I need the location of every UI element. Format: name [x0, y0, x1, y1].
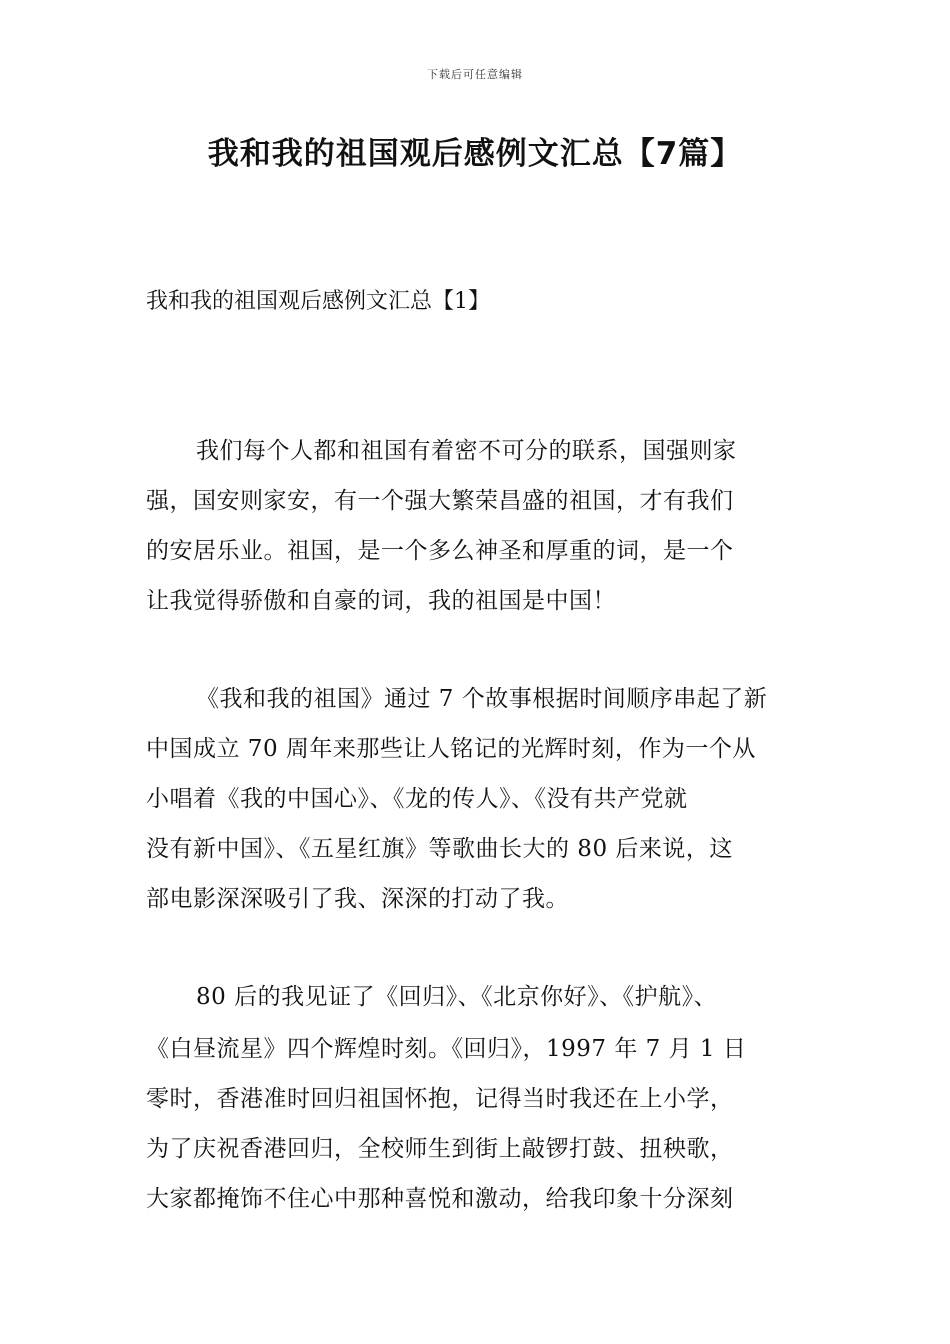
paragraph-1-line-4: 让我觉得骄傲和自豪的词，我的祖国是中国！: [146, 588, 616, 614]
paragraph-2-line-3: 小唱着《我的中国心》、《龙的传人》、《没有共产党就: [146, 786, 688, 812]
paragraph-3-line-4: 为了庆祝香港回归，全校师生到街上敲锣打鼓、扭秧歌，: [146, 1136, 734, 1162]
paragraph-3-line-3: 零时，香港准时回归祖国怀抱，记得当时我还在上小学，: [146, 1086, 734, 1112]
document-title: 我和我的祖国观后感例文汇总【7篇】: [207, 136, 743, 172]
paragraph-2-line-1: 《我和我的祖国》通过 7 个故事根据时间顺序串起了新: [196, 686, 768, 712]
paragraph-2-line-5: 部电影深深吸引了我、深深的打动了我。: [146, 886, 569, 912]
paragraph-3-line-5: 大家都掩饰不住心中那种喜悦和激动，给我印象十分深刻: [146, 1186, 734, 1212]
paragraph-3-line-1: 80 后的我见证了《回归》、《北京你好》、《护航》、: [196, 984, 718, 1010]
section-subtitle: 我和我的祖国观后感例文汇总【1】: [146, 289, 490, 314]
header-note: 下载后可任意编辑: [427, 68, 523, 81]
paragraph-2-line-4: 没有新中国》、《五星红旗》等歌曲长大的 80 后来说，这: [146, 836, 733, 862]
paragraph-1-line-1: 我们每个人都和祖国有着密不可分的联系，国强则家: [196, 438, 737, 464]
paragraph-2-line-2: 中国成立 70 周年来那些让人铭记的光辉时刻，作为一个从: [146, 736, 756, 762]
paragraph-3-line-2: 《白昼流星》四个辉煌时刻。《回归》，1997 年 7 月 1 日: [146, 1036, 747, 1062]
paragraph-1-line-3: 的安居乐业。祖国，是一个多么神圣和厚重的词，是一个: [146, 538, 734, 564]
paragraph-1-line-2: 强，国安则家安，有一个强大繁荣昌盛的祖国，才有我们: [146, 488, 734, 514]
